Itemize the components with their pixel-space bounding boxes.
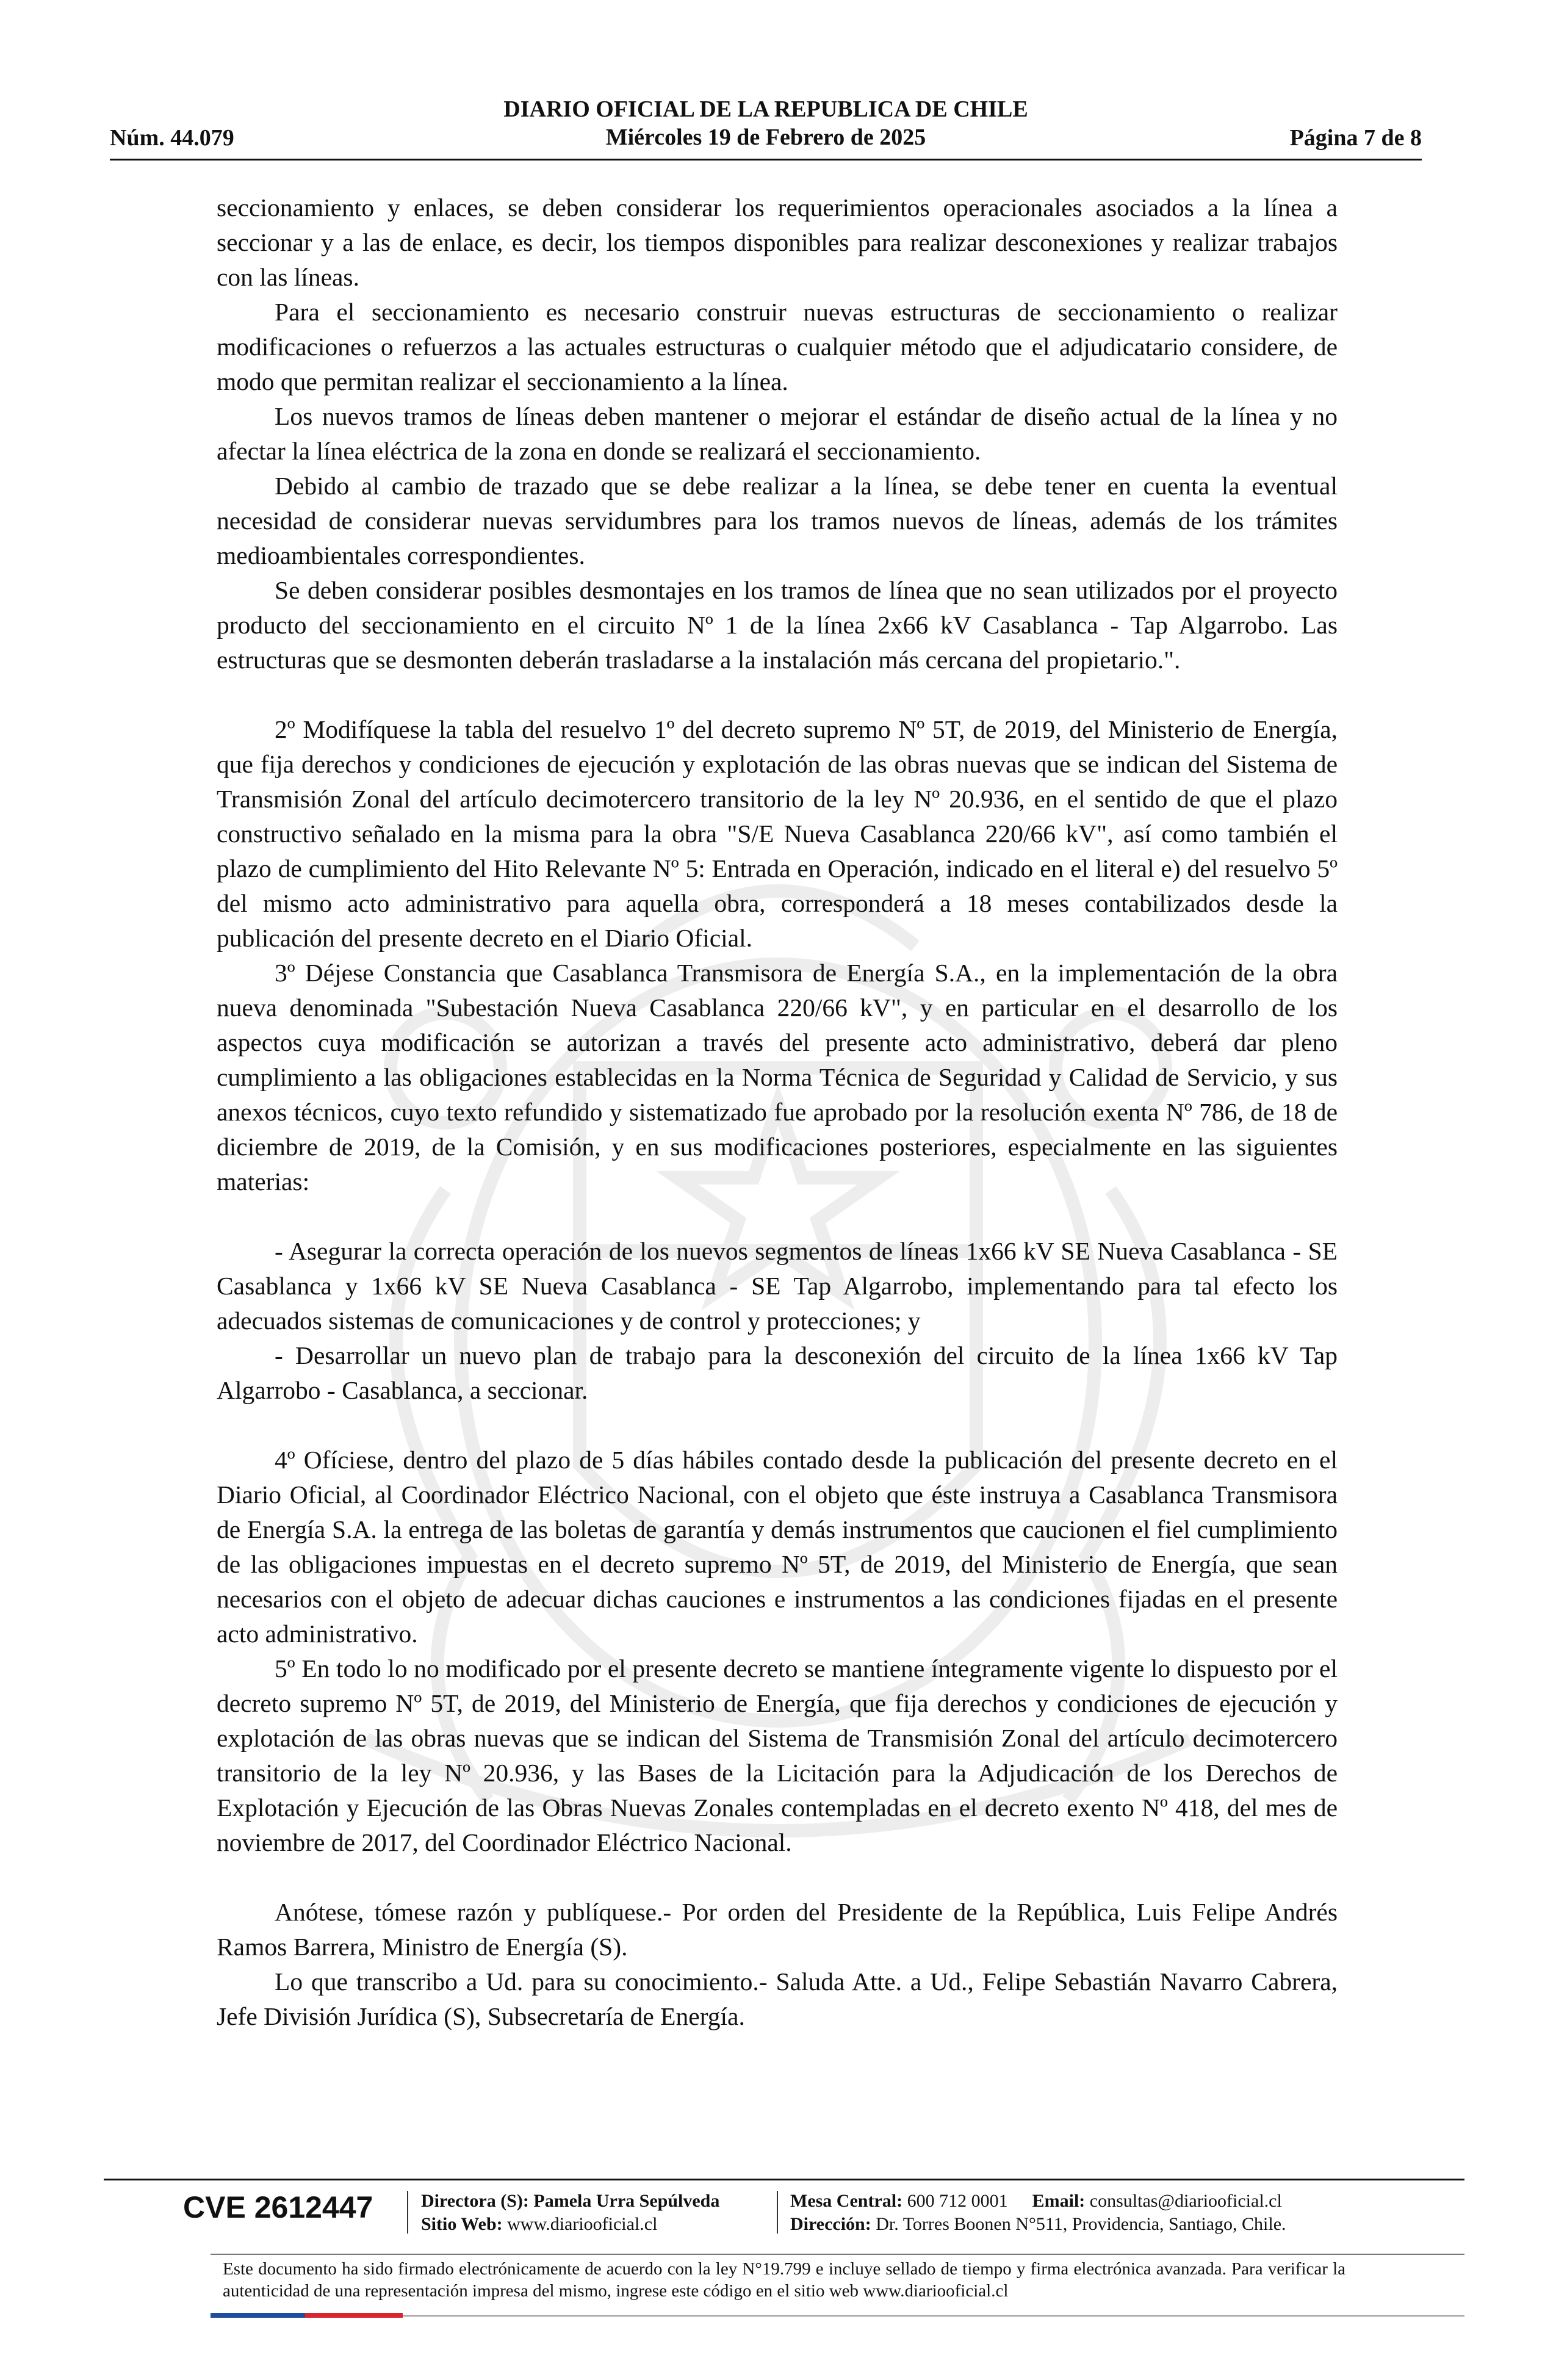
- flag-stripe-blue: [211, 2313, 305, 2318]
- footer-divider: [104, 2179, 1464, 2180]
- header-center: [110, 95, 1422, 151]
- page-number: Página 7 de 8: [1289, 125, 1422, 151]
- article-4: 4º Ofíciese, dentro del plazo de 5 días hábiles contado desde la publicación del presente decreto en el Diario Oficial, al Coordinador Eléctrico Nacional, con el objeto que éste instruya a Casablanca Transmisora de Energía S.A. la entrega de las boletas de garantía y demás instrumentos que caucionen el fiel cumplimiento de las obligaciones impuestas en el decreto supremo Nº 5T, de 2019, del Ministerio de Energía, que sean necesarios con el objeto de adecuar dichas cauciones e instrumentos a las condiciones fijadas en el presente acto administrativo.: [217, 1446, 1338, 1648]
- director-label: Directora (S):: [421, 2191, 529, 2211]
- paragraph: Para el seccionamiento es necesario construir nuevas estructuras de seccionamiento o realizar modificaciones o refuerzos a las actuales estructuras o cualquier método que el adjudicatario considere, de modo que permitan realizar el seccionamiento a la línea.: [217, 298, 1338, 395]
- email-link[interactable]: consultas@diariooficial.cl: [1089, 2191, 1282, 2211]
- closing-formula: Anótese, tómese razón y publíquese.- Por orden del Presidente de la República, Luis Felipe Andrés Ramos Barrera, Ministro de Energía (S).: [217, 1898, 1338, 1961]
- email-label: Email:: [1032, 2191, 1086, 2211]
- paragraph: Los nuevos tramos de líneas deben mantener o mejorar el estándar de diseño actual de la línea y no afectar la línea eléctrica de la zona en donde se realizará el seccionamiento.: [217, 402, 1338, 465]
- transcription-note: Lo que transcribo a Ud. para su conocimiento.- Saluda Atte. a Ud., Felipe Sebastián Navarro Cabrera, Jefe División Jurídica (S), Subsecretaría de Energía.: [217, 1967, 1338, 2030]
- director-name: Pamela Urra Sepúlveda: [533, 2191, 720, 2211]
- address-value: Dr. Torres Boonen N°511, Providencia, Santiago, Chile.: [876, 2214, 1286, 2234]
- address-label: Dirección:: [790, 2214, 871, 2234]
- document-body: [217, 190, 1338, 2034]
- phone-value: 600 712 0001: [907, 2191, 1008, 2211]
- list-item: - Desarrollar un nuevo plan de trabajo para la desconexión del circuito de la línea 1x66 kV Tap Algarrobo - Casablanca, a seccionar.: [217, 1341, 1338, 1404]
- footer-separator: [777, 2191, 778, 2234]
- cve-code: CVE 2612447: [183, 2190, 373, 2224]
- article-3: 3º Déjese Constancia que Casablanca Transmisora de Energía S.A., en la implementación de la obra nueva denominada "Subestación Nueva Casablanca 220/66 kV", y en particular en el desarrollo de los aspectos cuya modificación se autorizan a través del presente acto administrativo, deberá dar pleno cumplimiento a las obligaciones establecidas en la Norma Técnica de Seguridad y Calidad de Servicio, y sus anexos técnicos, cuyo texto refundido y sistematizado fue aprobado por la resolución exenta Nº 786, de 18 de diciembre de 2019, de la Comisión, y en sus modificaciones posteriores, especialmente en las siguientes materias:: [217, 959, 1338, 1195]
- site-link[interactable]: www.diariooficial.cl: [507, 2214, 658, 2234]
- site-label: Sitio Web:: [421, 2214, 503, 2234]
- gazette-title: DIARIO OFICIAL DE LA REPUBLICA DE CHILE: [503, 96, 1028, 122]
- footer-director-block: [421, 2190, 719, 2236]
- footer-separator: [407, 2191, 408, 2234]
- article-5: 5º En todo lo no modificado por el presente decreto se mantiene íntegramente vigente lo dispuesto por el decreto supremo Nº 5T, de 2019, del Ministerio de Energía, que fija derechos y condiciones de ejecución y explotación de las obras nuevas que se indican del Sistema de Transmisión Zonal del artículo decimotercero transitorio de la ley Nº 20.936, y las Bases de la Licitación para la Adjudicación de los Derechos de Explotación y Ejecución de las Obras Nuevas Zonales contempladas en el decreto exento Nº 418, del mes de noviembre de 2017, del Coordinador Eléctrico Nacional.: [217, 1654, 1338, 1856]
- paragraph: Se deben considerar posibles desmontajes en los tramos de línea que no sean utilizados por el proyecto producto del seccionamiento en el circuito Nº 1 de la línea 2x66 kV Casablanca - Tap Algarrobo. Las estructuras que se desmonten deberán trasladarse a la instalación más cercana del propietario.".: [217, 576, 1338, 674]
- legal-notice: Este documento ha sido firmado electrónicamente de acuerdo con la ley N°19.799 e incluye sellado de tiempo y firma electrónica avanzada. Para verificar la autenticidad de una representación impresa del mismo, ingrese este código en el sitio web www.diariooficial.cl: [223, 2259, 1345, 2301]
- article-2: 2º Modifíquese la tabla del resuelvo 1º del decreto supremo Nº 5T, de 2019, del Ministerio de Energía, que fija derechos y condiciones de ejecución y explotación de las obras nuevas que se indican del Sistema de Transmisión Zonal del artículo decimotercero transitorio de la ley Nº 20.936, en el sentido de que el plazo constructivo señalado en la misma para la obra "S/E Nueva Casablanca 220/66 kV", así como también el plazo de cumplimiento del Hito Relevante Nº 5: Entrada en Operación, indicado en el literal e) del resuelvo 5º del mismo acto administrativo para aquella obra, corresponderá a 18 meses contabilizados desde la publicación del presente decreto en el Diario Oficial.: [217, 715, 1338, 952]
- page-header: [110, 92, 1422, 160]
- paragraph: Debido al cambio de trazado que se debe realizar a la línea, se debe tener en cuenta la eventual necesidad de considerar nuevas servidumbres para los tramos nuevos de líneas, además de los trámites medioambientales correspondientes.: [217, 472, 1338, 569]
- issue-date: Miércoles 19 de Febrero de 2025: [605, 124, 926, 150]
- footer-contact-block: [790, 2190, 1286, 2236]
- phone-label: Mesa Central:: [790, 2191, 903, 2211]
- flag-stripe-red: [305, 2313, 403, 2318]
- footer-divider: [211, 2254, 1464, 2255]
- list-item: - Asegurar la correcta operación de los nuevos segmentos de líneas 1x66 kV SE Nueva Casablanca - SE Casablanca y 1x66 kV SE Nueva Casablanca - SE Tap Algarrobo, implementando para tal efecto los adecuados sistemas de comunicaciones y de control y protecciones; y: [217, 1237, 1338, 1335]
- paragraph: seccionamiento y enlaces, se deben considerar los requerimientos operacionales asociados a la línea a seccionar y a las de enlace, es decir, los tiempos disponibles para realizar desconexiones y realizar trabajos con las líneas.: [217, 193, 1338, 291]
- issue-number: Núm. 44.079: [110, 125, 234, 151]
